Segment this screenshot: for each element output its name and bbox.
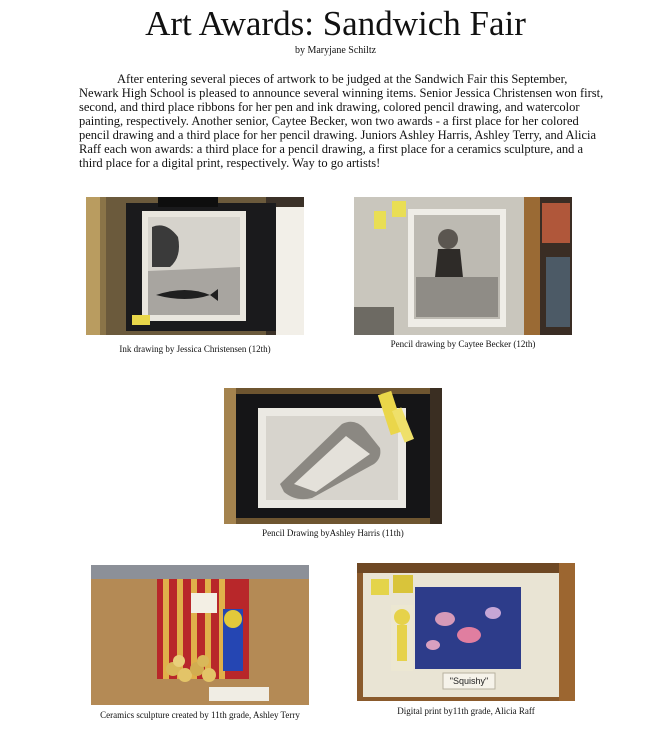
photo-ceramics-sculpture: [91, 565, 309, 705]
print-sign-label: "Squishy": [449, 676, 489, 686]
photo-digital-print: [357, 563, 575, 701]
caption-pencil-drawing-harris: Pencil Drawing byAshley Harris (11th): [262, 528, 404, 538]
caption-digital-print: Digital print by11th grade, Alicia Raff: [397, 706, 535, 716]
article-title: Art Awards: Sandwich Fair: [145, 4, 526, 43]
caption-pencil-drawing-becker: Pencil drawing by Caytee Becker (12th): [390, 339, 536, 349]
photo-ink-drawing: [86, 197, 304, 335]
article-byline: by Maryjane Schiltz: [294, 45, 377, 56]
caption-ceramics-sculpture: Ceramics sculpture created by 11th grade, Ashley Terry: [100, 710, 300, 720]
caption-ink-drawing: Ink drawing by Jessica Christensen (12th): [119, 344, 271, 354]
photo-pencil-drawing-becker: [354, 197, 572, 335]
article-body: After entering several pieces of artwork to be judged at the Sandwich Fair this September, Newark High School is pleased to announce several winning items. Senior Jessica Christensen won first, second, and third place ribbons for her pen and ink drawing, colored pencil drawing, and watercolor painting, respectively. Another senior, Caytee Becker, won two awards - a first place for her colored pencil drawing and a third place for her pencil drawing. Juniors Ashley Harris, Ashley Terry, and Alicia Raff each won awards: a third place for a pencil drawing, a first place for a ceramics sculpture, and a third place for a digital print, respectively. Way to go artists!: [79, 72, 604, 170]
photo-pencil-drawing-harris: [224, 388, 442, 524]
